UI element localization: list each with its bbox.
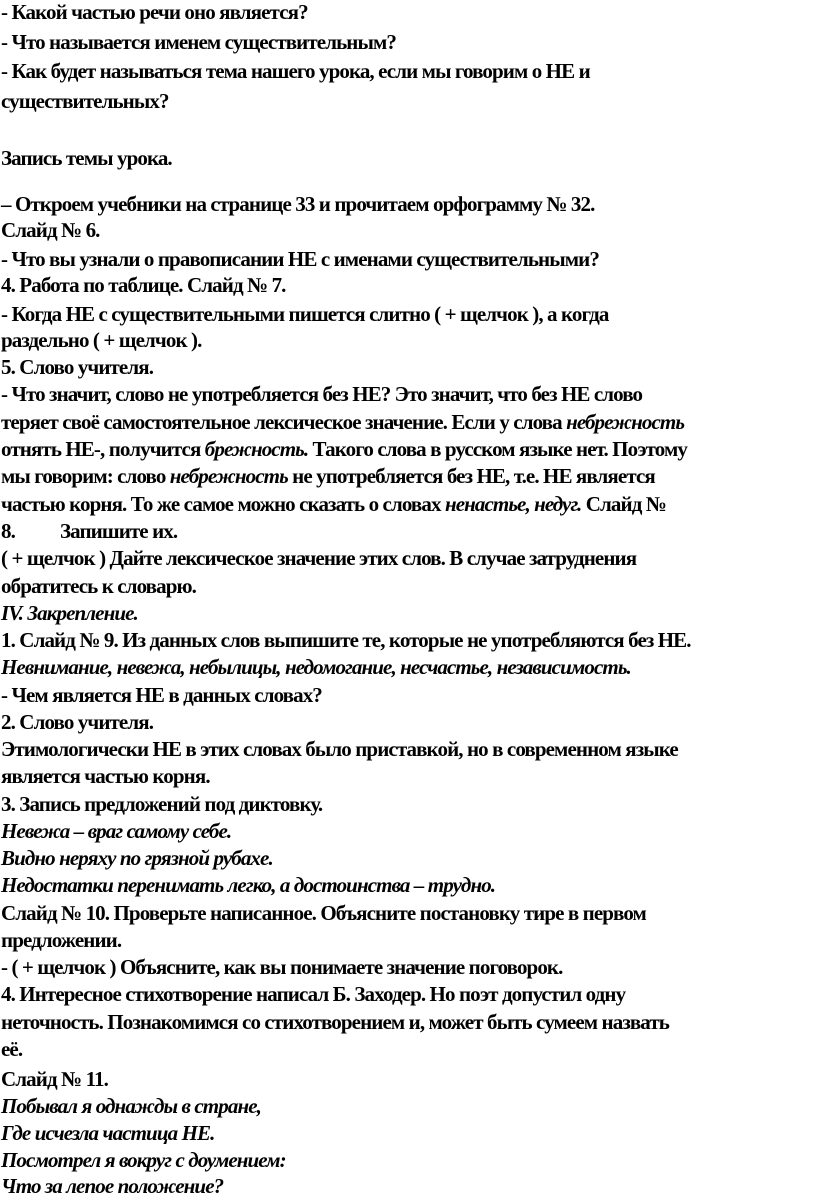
- text-span: ( + щелчок ) Дайте лексическое значение этих слов. В случае затруднения: [1, 546, 637, 570]
- text-span: Где исчезла частица НЕ.: [1, 1121, 215, 1145]
- text-line: [1, 846, 273, 870]
- text-line: [1, 273, 286, 297]
- text-span: - Чем является НЕ в данных словах?: [1, 683, 322, 707]
- text-span: - Что называется именем существительным?: [1, 30, 396, 54]
- text-line: [1, 328, 201, 352]
- text-span: Невнимание, невежа, небылицы, недомогание, несчастье, независимость.: [1, 655, 631, 679]
- text-line: [1, 0, 308, 24]
- text-line: [1, 955, 562, 979]
- poem-line: [1, 1174, 223, 1198]
- text-line: [1, 218, 100, 242]
- italic-word: небрежность: [169, 464, 288, 488]
- text-span: Недостатки перенимать легко, а достоинства – трудно.: [1, 873, 496, 897]
- text-span: отнять НЕ-, получится: [1, 437, 205, 461]
- text-span: 3. Запись предложений под диктовку.: [1, 792, 323, 816]
- text-line: [1, 492, 666, 516]
- text-line: [1, 1037, 22, 1061]
- text-span: мы говорим: слово: [1, 464, 170, 488]
- text-span: существительных?: [1, 89, 169, 113]
- text-span: Побывал я однажды в стране,: [1, 1094, 261, 1118]
- text-line: [1, 382, 642, 406]
- text-span: 8.: [1, 519, 15, 543]
- section-heading: [1, 601, 138, 625]
- text-span: Видно неряху по грязной рубахе.: [1, 846, 273, 870]
- section-heading: [1, 146, 172, 170]
- text-span: Посмотрел я вокруг с доумением:: [1, 1148, 286, 1172]
- text-line: [1, 764, 210, 788]
- text-line: [1, 89, 169, 113]
- text-line: [1, 546, 636, 570]
- text-span: является частью корня.: [1, 764, 210, 788]
- text-line: [1, 873, 495, 897]
- text-span: Слайд № 6.: [1, 218, 100, 242]
- text-line: [1, 819, 231, 843]
- text-span: Запись темы урока.: [1, 146, 172, 170]
- text-span: обратитесь к словарю.: [1, 574, 196, 598]
- poem-line: [1, 1121, 214, 1145]
- text-span: Невежа – враг самому себе.: [1, 819, 232, 843]
- text-line: [1, 628, 691, 652]
- text-line: [1, 1067, 108, 1091]
- text-line: [1, 410, 684, 434]
- text-line: [1, 464, 655, 488]
- text-span: Проверьте написанное. Объясните постановку тире в первом: [109, 901, 646, 925]
- text-line: [1, 574, 196, 598]
- text-line: [1, 655, 631, 679]
- text-span: неточность. Познакомимся со стихотворением и, может быть сумеем назвать: [1, 1010, 669, 1034]
- text-line: [1, 737, 678, 761]
- text-line: [1, 1010, 669, 1034]
- poem-line: [1, 1094, 261, 1118]
- text-span: - Что вы узнали о правописании НЕ с именами существительными?: [1, 247, 599, 271]
- poem-line: [1, 1148, 286, 1172]
- text-line: [1, 982, 625, 1006]
- italic-word: ненастье, недуг.: [444, 492, 582, 516]
- text-span: Слайд № 11.: [1, 1067, 108, 1091]
- text-line: [1, 683, 322, 707]
- text-span: её.: [1, 1037, 23, 1061]
- text-line: [1, 59, 590, 83]
- text-span: раздельно ( + щелчок ).: [1, 328, 202, 352]
- text-line: [1, 192, 594, 216]
- text-span: теряет своё самостоятельное лексическое значение. Если у слова: [1, 410, 567, 434]
- text-span: Из данных слов выпишите те, которые не употребляются без НЕ.: [117, 628, 691, 652]
- text-line: [1, 928, 121, 952]
- text-span: - Как будет называться тема нашего урока, если мы говорим о НЕ и: [1, 59, 590, 83]
- text-span: 4. Интересное стихотворение написал Б. Заходер. Но поэт допустил одну: [1, 982, 626, 1006]
- text-line: [1, 519, 177, 543]
- text-span: 2. Слово учителя.: [1, 710, 154, 734]
- text-span: - Когда НЕ с существительными пишется слитно ( + щелчок ), а когда: [1, 302, 609, 326]
- text-span: IV. Закрепление.: [1, 601, 138, 625]
- text-line: [1, 30, 396, 54]
- text-line: [1, 437, 687, 461]
- text-line: [1, 247, 599, 271]
- text-span: 1. Слайд № 9.: [1, 628, 118, 652]
- text-line: [1, 792, 322, 816]
- italic-word: брежность.: [204, 437, 309, 461]
- text-line: [1, 710, 153, 734]
- text-span: - Какой частью речи оно является?: [1, 0, 308, 24]
- text-span: - ( + щелчок ) Объясните, как вы понимаете значение поговорок.: [1, 955, 563, 979]
- text-span: предложении.: [1, 928, 122, 952]
- text-span: Такого слова в русском языке нет. Поэтому: [308, 437, 687, 461]
- text-span: не употребляется без НЕ, т.е. НЕ является: [287, 464, 655, 488]
- text-span: - Что значит, слово не употребляется без НЕ? Это значит, что без НЕ слово: [1, 382, 643, 406]
- text-span: Слайд №: [581, 492, 666, 516]
- text-line: [1, 901, 646, 925]
- text-span: – Откроем учебники на странице 33 и прочитаем орфограмму № 32.: [1, 192, 595, 216]
- text-span: Запишите их.: [59, 519, 178, 543]
- text-span: Что за лепое положение?: [1, 1174, 224, 1198]
- text-span: Слайд № 10.: [1, 901, 110, 925]
- text-span: 5. Слово учителя.: [1, 355, 154, 379]
- text-line: [1, 302, 608, 326]
- text-span: 4. Работа по таблице. Слайд № 7.: [1, 273, 286, 297]
- italic-word: небрежность: [566, 410, 685, 434]
- text-span: частью корня. То же самое можно сказать о словах: [1, 492, 445, 516]
- text-line: [1, 355, 153, 379]
- text-span: Этимологически НЕ в этих словах было приставкой, но в современном языке: [1, 737, 678, 761]
